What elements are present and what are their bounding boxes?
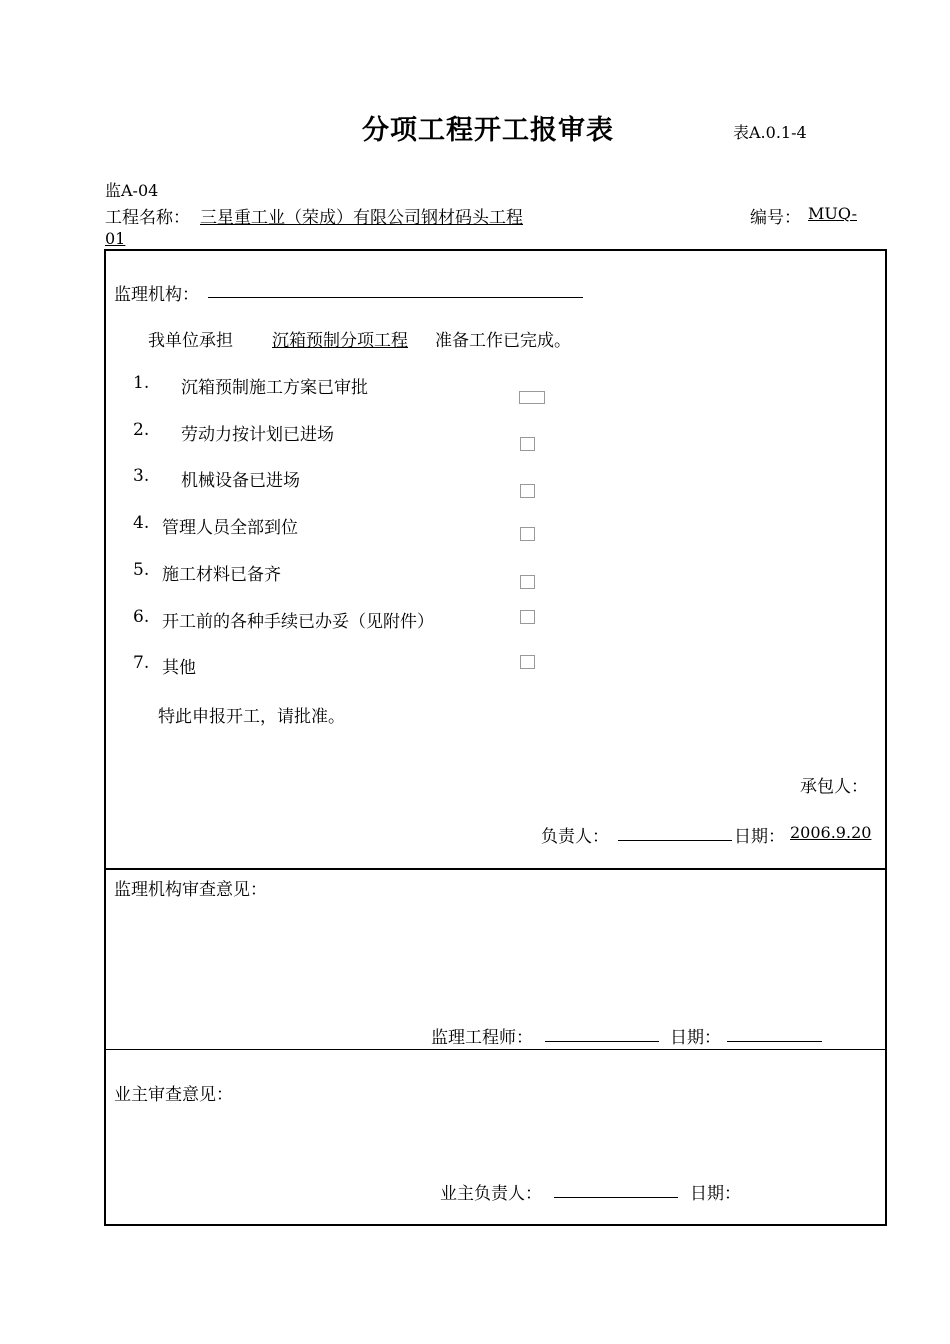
checklist-text-3: 机械设备已进场 [181, 471, 300, 491]
project-label: 工程名称： [105, 208, 190, 228]
date-label: 日期： [734, 827, 785, 847]
checklist-num-1: 1. [133, 373, 150, 393]
supervision-opinion-label: 监理机构审查意见： [114, 880, 267, 900]
checklist-num-6: 6. [133, 607, 150, 627]
checklist-text-2: 劳动力按计划已进场 [181, 425, 334, 445]
form-number: 表A.0.1-4 [733, 123, 807, 142]
responsible-signature-field[interactable] [618, 840, 732, 841]
engineer-date-label: 日期： [670, 1028, 721, 1048]
checklist-num-5: 5. [133, 560, 150, 580]
checklist-num-7: 7. [133, 653, 150, 673]
engineer-label: 监理工程师： [431, 1028, 533, 1048]
contractor-label: 承包人： [800, 777, 868, 797]
checklist-checkbox-3[interactable] [520, 484, 535, 498]
project-name: 三星重工业（荣成）有限公司钢材码头工程 [200, 208, 523, 228]
responsible-label: 负责人： [541, 827, 609, 847]
engineer-signature-field[interactable] [545, 1041, 659, 1042]
intro-item-text: 沉箱预制分项工程 [272, 331, 408, 351]
intro-item [262, 326, 414, 351]
section-divider-1 [104, 868, 885, 870]
checklist-text-4: 管理人员全部到位 [162, 518, 298, 538]
checklist-num-2: 2. [133, 420, 150, 440]
checklist-text-1: 沉箱预制施工方案已审批 [181, 378, 368, 398]
owner-date-label: 日期： [690, 1184, 741, 1204]
intro-suffix: 准备工作已完成。 [435, 331, 571, 351]
checklist-checkbox-5[interactable] [520, 575, 535, 589]
supervision-field[interactable] [208, 297, 583, 298]
request-text: 特此申报开工，请批准。 [158, 707, 345, 727]
owner-signature-field[interactable] [554, 1197, 678, 1198]
date-value: 2006.9.20 [790, 823, 872, 842]
form-code: 监A-04 [105, 181, 159, 200]
checklist-text-5: 施工材料已备齐 [162, 565, 281, 585]
checklist-checkbox-1[interactable] [519, 391, 545, 404]
owner-label: 业主负责人： [440, 1184, 542, 1204]
engineer-date-field[interactable] [727, 1041, 822, 1042]
number-label: 编号： [750, 208, 801, 228]
intro-prefix: 我单位承担 [148, 331, 233, 351]
number-value-cont: 01 [105, 229, 126, 248]
checklist-text-6: 开工前的各种手续已办妥（见附件） [162, 612, 434, 632]
checklist-text-7: 其他 [162, 658, 196, 678]
section-divider-2 [104, 1049, 885, 1050]
owner-opinion-label: 业主审查意见： [114, 1085, 233, 1105]
page-title: 分项工程开工报审表 [362, 115, 614, 146]
checklist-checkbox-6[interactable] [520, 610, 535, 624]
checklist-num-3: 3. [133, 466, 150, 486]
number-value: MUQ- [808, 204, 857, 223]
checklist-checkbox-2[interactable] [520, 437, 535, 451]
supervision-label: 监理机构： [114, 285, 199, 305]
checklist-checkbox-4[interactable] [520, 527, 535, 541]
checklist-checkbox-7[interactable] [520, 655, 535, 669]
checklist-num-4: 4. [133, 513, 150, 533]
